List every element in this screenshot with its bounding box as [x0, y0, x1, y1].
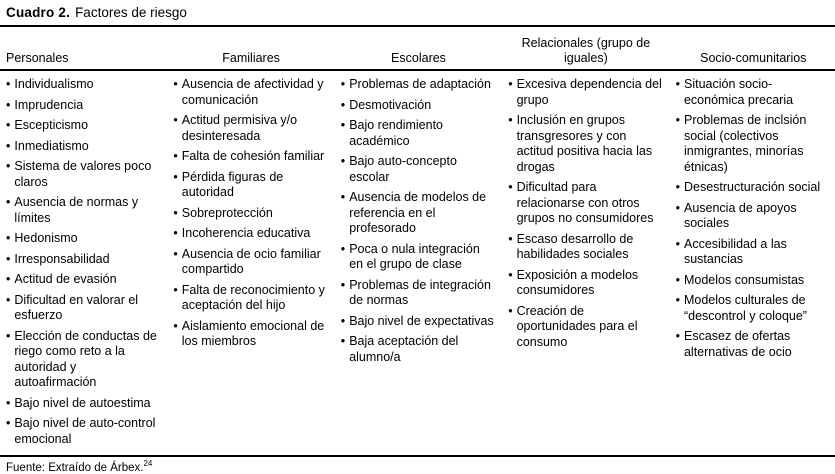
- risk-factor-text: Falta de cohesión familiar: [181, 149, 325, 163]
- risk-factor-item: [6, 272, 161, 288]
- bullet-icon: •: [173, 205, 178, 220]
- risk-factor-text: Desestructuración social: [683, 180, 821, 194]
- risk-factor-text: Baja aceptación del alumno/a: [349, 334, 459, 364]
- source-note: [0, 457, 835, 474]
- risk-factor-item: [508, 77, 663, 108]
- risk-factor-item: [173, 113, 328, 144]
- risk-factor-item: [6, 159, 161, 190]
- bullet-icon: •: [508, 267, 513, 282]
- risk-factor-item: [676, 273, 831, 289]
- bullet-icon: •: [508, 303, 513, 318]
- risk-factor-item: [6, 416, 161, 447]
- bullet-icon: •: [675, 329, 680, 343]
- risk-factor-item: [6, 195, 161, 226]
- bullet-icon: •: [675, 200, 680, 215]
- risk-factor-text: Falta de reconocimiento y aceptación del hijo: [181, 282, 325, 312]
- risk-factor-item: [341, 77, 496, 93]
- risk-factor-text: Exposición a modelos consumidores: [516, 267, 639, 297]
- bullet-icon: •: [6, 97, 11, 112]
- column-header-familiares: Familiares: [222, 51, 280, 65]
- risk-factor-item: [508, 180, 663, 227]
- risk-factor-text: Modelos culturales de “descontrol y coloque”: [683, 293, 807, 323]
- risk-factor-text: Ausencia de modelos de referencia en el profesorado: [349, 190, 487, 235]
- bullet-icon: •: [6, 416, 11, 430]
- risk-factor-text: Inclusión en grupos transgresores y con actitud positiva hacia las drogas: [516, 113, 653, 174]
- risk-factor-text: Bajo auto-concepto escolar: [349, 154, 457, 184]
- risk-factor-item: [173, 283, 328, 314]
- bullet-icon: •: [6, 272, 11, 286]
- bullet-icon: •: [675, 180, 680, 194]
- bullet-icon: •: [6, 292, 11, 307]
- risk-factor-text: Bajo nivel de auto-control emocional: [14, 416, 156, 446]
- bullet-icon: •: [508, 231, 513, 246]
- risk-factor-item: [341, 98, 496, 114]
- column-list-socio-comunitarios: [676, 77, 831, 360]
- column-header-relacionales: Relacionales (grupo de iguales): [521, 36, 651, 65]
- bullet-icon: •: [340, 241, 346, 256]
- bullet-icon: •: [675, 272, 680, 287]
- risk-factor-text: Sistema de valores poco claros: [14, 159, 152, 189]
- risk-factor-item: [6, 293, 161, 324]
- bullet-icon: •: [675, 77, 680, 91]
- bullet-icon: •: [675, 293, 680, 307]
- risk-factor-item: [6, 396, 161, 412]
- risk-factor-text: Aislamiento emocional de los miembros: [181, 318, 325, 348]
- risk-factor-item: [508, 232, 663, 263]
- bullet-icon: •: [340, 97, 346, 112]
- bullet-icon: •: [508, 113, 513, 127]
- risk-factor-item: [341, 118, 496, 149]
- risk-factor-text: Ausencia de afectividad y comunicación: [181, 77, 324, 107]
- column-list-personales: [6, 77, 161, 447]
- risk-factor-text: Ausencia de ocio familiar compartido: [181, 246, 321, 276]
- risk-factor-text: Problemas de inclsión social (colectivos inmigrantes, minorías étnicas): [683, 113, 807, 174]
- bullet-icon: •: [173, 149, 178, 163]
- bullet-icon: •: [173, 113, 178, 127]
- risk-factor-item: [173, 149, 328, 165]
- bullet-icon: •: [675, 236, 680, 251]
- risk-factor-text: Bajo rendimiento académico: [349, 118, 443, 148]
- risk-factor-text: Sobreprotección: [181, 205, 273, 220]
- risk-factor-text: Problemas de integración de normas: [349, 277, 491, 307]
- bullet-icon: •: [173, 246, 178, 261]
- bullet-icon: •: [6, 159, 11, 173]
- risk-factor-text: Ausencia de apoyos sociales: [683, 200, 797, 230]
- risk-factor-text: Escepticismo: [14, 118, 89, 132]
- risk-factor-text: Hedonismo: [14, 231, 78, 245]
- risk-factor-text: Desmotivación: [349, 97, 432, 112]
- column-list-familiares: [173, 77, 328, 350]
- risk-factor-text: Dificultad para relacionarse con otros grupos no consumidores: [516, 180, 654, 225]
- risk-factor-item: [173, 170, 328, 201]
- bullet-icon: •: [508, 180, 513, 194]
- column-list-relacionales: [508, 77, 663, 350]
- risk-factor-item: [341, 278, 496, 309]
- bullet-icon: •: [6, 118, 11, 132]
- bullet-icon: •: [173, 169, 178, 184]
- risk-factor-text: Imprudencia: [14, 97, 84, 112]
- risk-factor-text: Poca o nula integración en el grupo de clase: [349, 241, 480, 271]
- risk-factor-item: [6, 231, 161, 247]
- risk-factor-item: [6, 139, 161, 155]
- risk-factor-item: [173, 77, 328, 108]
- table-number: Cuadro 2.: [6, 5, 71, 20]
- risk-factor-text: Escasez de ofertas alternativas de ocio: [683, 329, 792, 359]
- bullet-icon: •: [340, 118, 346, 132]
- risk-factor-item: [676, 237, 831, 268]
- risk-factor-item: [173, 247, 328, 278]
- reference-mark: 24: [143, 459, 153, 469]
- bullet-icon: •: [6, 138, 11, 153]
- bullet-icon: •: [173, 282, 178, 297]
- risk-factor-item: [676, 329, 831, 360]
- risk-factor-text: Problemas de adaptación: [349, 77, 491, 91]
- bullet-icon: •: [340, 313, 346, 328]
- risk-factor-item: [6, 77, 161, 93]
- risk-factor-text: Situación socio-económica precaria: [683, 77, 794, 107]
- bullet-icon: •: [508, 77, 513, 91]
- risk-factor-text: Pérdida figuras de autoridad: [181, 169, 284, 199]
- bullet-icon: •: [6, 77, 11, 91]
- bullet-icon: •: [6, 195, 11, 209]
- risk-factor-item: [508, 113, 663, 175]
- risk-factor-item: [676, 113, 831, 175]
- bullet-icon: •: [340, 277, 346, 292]
- risk-factor-text: Elección de conductas de riego como reto a la autoridad y autoafirmación: [14, 328, 157, 389]
- risk-factor-text: Excesiva dependencia del grupo: [516, 77, 662, 107]
- risk-factor-text: Accesibilidad a las sustancias: [683, 236, 787, 266]
- risk-factor-item: [341, 190, 496, 237]
- source-text: Fuente: Extraído de Árbex.: [6, 462, 144, 474]
- risk-factor-item: [173, 206, 328, 222]
- bullet-icon: •: [340, 190, 346, 204]
- risk-factor-text: Bajo nivel de expectativas: [349, 313, 494, 328]
- risk-factor-item: [341, 242, 496, 273]
- table-body: [0, 71, 835, 457]
- bullet-icon: •: [340, 334, 346, 348]
- bullet-icon: •: [675, 113, 680, 127]
- risk-factor-item: [173, 226, 328, 242]
- risk-factor-text: Inmediatismo: [14, 138, 89, 153]
- risk-factor-item: [676, 201, 831, 232]
- risk-factor-item: [6, 118, 161, 134]
- risk-factor-text: Actitud de evasión: [14, 272, 117, 286]
- bullet-icon: •: [6, 395, 11, 410]
- column-list-escolares: [341, 77, 496, 365]
- risk-factor-item: [341, 314, 496, 330]
- risk-factor-text: Creación de oportunidades para el consumo: [516, 303, 638, 349]
- risk-factor-text: Bajo nivel de autoestima: [14, 395, 151, 410]
- risk-factor-item: [676, 293, 831, 324]
- column-header-escolares: Escolares: [391, 51, 446, 65]
- bullet-icon: •: [173, 318, 178, 333]
- bullet-icon: •: [173, 77, 178, 91]
- risk-factor-item: [173, 319, 328, 350]
- risk-factor-item: [6, 329, 161, 391]
- table-caption: Factores de riesgo: [75, 5, 187, 20]
- risk-factor-item: [341, 154, 496, 185]
- risk-factor-text: Individualismo: [14, 77, 94, 91]
- bullet-icon: •: [6, 251, 11, 266]
- risk-factor-text: Dificultad en valorar el esfuerzo: [14, 292, 139, 322]
- risk-factor-text: Escaso desarrollo de habilidades sociales: [516, 231, 634, 261]
- table-title: [0, 0, 835, 27]
- column-header-personales: Personales: [6, 51, 69, 65]
- risk-factor-text: Irresponsabilidad: [14, 251, 110, 266]
- bullet-icon: •: [6, 231, 11, 245]
- bullet-icon: •: [340, 154, 346, 168]
- column-headers: [0, 27, 835, 71]
- risk-factor-item: [508, 268, 663, 299]
- risk-factor-text: Incoherencia educativa: [181, 226, 311, 240]
- column-header-socio-comunitarios: Socio-comunitarios: [700, 51, 807, 65]
- risk-factor-text: Actitud permisiva y/o desinteresada: [181, 113, 298, 143]
- bullet-icon: •: [340, 77, 346, 91]
- risk-factor-item: [6, 252, 161, 268]
- risk-factor-item: [676, 180, 831, 196]
- risk-factor-text: Ausencia de normas y límites: [14, 195, 139, 225]
- risk-factor-item: [676, 77, 831, 108]
- risk-factor-item: [341, 334, 496, 365]
- bullet-icon: •: [6, 328, 11, 343]
- risk-factor-text: Modelos consumistas: [683, 272, 805, 287]
- bullet-icon: •: [173, 226, 178, 240]
- risk-factor-item: [6, 98, 161, 114]
- risk-factor-item: [508, 304, 663, 351]
